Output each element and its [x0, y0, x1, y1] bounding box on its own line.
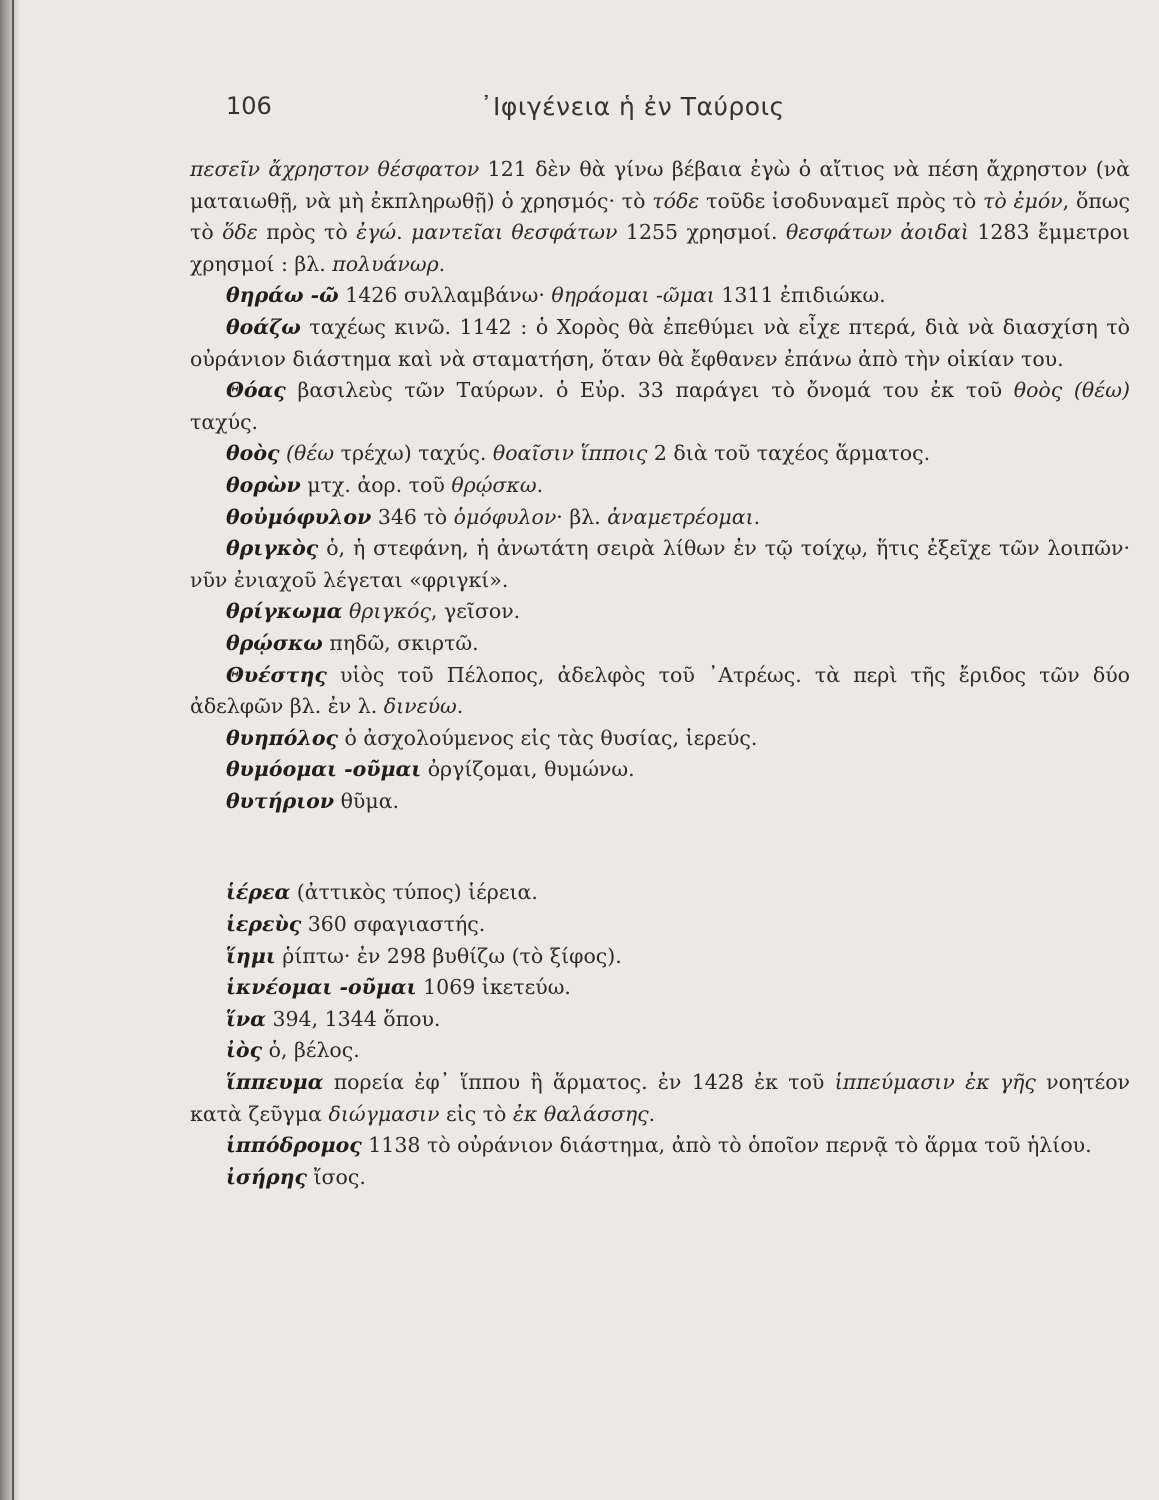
glossary-entry: [190, 723, 1130, 755]
italic-text: θρῴσκω: [451, 472, 537, 497]
section-gap: [190, 817, 1130, 877]
entry-text: ταχύς.: [190, 409, 259, 434]
italic-text: ὁμόφυλον: [453, 504, 557, 529]
entry-text: 1138 τὸ οὐράνιον διάστημα, ἀπὸ τὸ ὁποῖον περνᾷ τὸ ἅρμα τοῦ ἡλίου.: [361, 1133, 1092, 1158]
glossary-entry: [190, 470, 1130, 502]
entry-headword: θορὼν: [226, 472, 301, 497]
glossary-entry: [190, 375, 1130, 438]
entry-text: ὁ, βέλος.: [262, 1038, 360, 1063]
entry-text: .: [438, 251, 446, 276]
entry-text: τρέχω) ταχύς.: [334, 441, 493, 466]
glossary-entry: [190, 1067, 1130, 1130]
entry-text: , ὅπως τὸ: [190, 188, 1131, 245]
entry-text: .: [648, 1101, 656, 1126]
page-number: 106: [226, 92, 272, 120]
entry-headword: θυτήριον: [226, 788, 335, 813]
entry-headword: ἱέρεα: [226, 880, 291, 905]
entry-text: τοῦδε ἰσοδυναμεῖ πρὸς τὸ: [699, 188, 984, 213]
entry-text: ὁ ἀσχολούμενος εἰς τὰς θυσίας, ἱερεύς.: [338, 725, 758, 750]
entry-headword: ἵνα: [226, 1006, 266, 1031]
italic-text: θοαῖσιν ἵπποις: [492, 441, 648, 466]
italic-text: τὸ ἐμόν: [983, 188, 1063, 213]
entry-headword: ἰσήρης: [226, 1164, 307, 1189]
entry-headword: Θυέστης: [226, 662, 327, 687]
entry-headword: θοὐμόφυλον: [226, 504, 372, 529]
italic-text: μαντεῖαι θεσφάτων: [411, 220, 618, 245]
entry-headword: θρῴσκω: [226, 630, 323, 655]
glossary-entry: [190, 1035, 1130, 1067]
entry-text: βασιλεὺς τῶν Ταύρων. ὁ Εὐρ. 33 παράγει τὸ ὄνομά του ἐκ τοῦ: [285, 378, 1014, 403]
glossary-entry: [190, 941, 1130, 973]
glossary-entry: [190, 972, 1130, 1004]
italic-text: θεσφάτων ἀοιδαὶ: [785, 220, 969, 245]
glossary-entry: [190, 1162, 1130, 1194]
glossary-entry: [190, 660, 1130, 723]
italic-text: ἐκ θαλάσσης: [512, 1101, 649, 1126]
italic-text: τόδε: [652, 188, 700, 213]
entry-headword: ἱππόδρομος: [226, 1133, 362, 1158]
entry-text: .: [753, 504, 761, 529]
italic-text: δινεύω: [383, 694, 457, 719]
glossary-entry: [190, 786, 1130, 818]
glossary-entry: [190, 628, 1130, 660]
entry-text: 121 δὲν θὰ γίνω βέβαια ἐγὼ ὁ αἴτιος νὰ πέση ἄχρηστον (νὰ ματαιωθῇ, νὰ μὴ ἐκπληρωθῇ) ὁ χρησμός· τὸ: [190, 157, 1130, 213]
entry-text: 1311 ἐπιδιώκω.: [714, 283, 886, 308]
scan-edge-line: [12, 0, 14, 1500]
glossary-entry: [190, 909, 1130, 941]
entry-text: .: [456, 694, 464, 719]
entry-text: (ἀττικὸς τύπος) ἱέρεια.: [290, 880, 538, 905]
entry-continuation: [190, 154, 1130, 280]
italic-text: ὅδε: [222, 220, 258, 245]
entry-headword: ἱκνέομαι -οῦμαι: [226, 975, 417, 1000]
entry-text: θῦμα.: [334, 788, 400, 813]
entry-text: εἰς τὸ: [439, 1101, 513, 1126]
entry-text: νοητέον κατὰ ζεῦγμα: [190, 1070, 1131, 1126]
italic-text: (θέω: [286, 441, 335, 466]
glossary-entry: [190, 312, 1130, 375]
glossary-entry: [190, 280, 1130, 312]
entry-text: · βλ.: [556, 504, 608, 529]
entry-headword: θυηπόλος: [226, 725, 339, 750]
entry-headword: ἱερεὺς: [226, 912, 302, 937]
entry-text: μτχ. ἀορ. τοῦ: [300, 472, 452, 497]
entry-headword: ἵημι: [226, 943, 276, 968]
italic-text: πεσεῖν ἄχρηστον θέσφατον: [190, 157, 480, 181]
italic-text: ἱππεύμασιν ἐκ γῆς: [834, 1070, 1036, 1095]
glossary-entry: [190, 438, 1130, 470]
italic-text: διώγμασιν: [328, 1101, 440, 1126]
italic-text: θηράομαι -ῶμαι: [551, 283, 715, 308]
italic-text: ἐγώ: [356, 220, 397, 245]
entry-text: 1283 ἔμμετροι χρησμοί : βλ.: [190, 220, 1130, 276]
entry-headword: ἵππευμα: [226, 1070, 324, 1095]
glossary-entry: [190, 1004, 1130, 1036]
entry-text: .: [396, 220, 412, 245]
entry-text: πηδῶ, σκιρτῶ.: [322, 630, 479, 655]
glossary-entry: [190, 533, 1130, 596]
entry-text: ἴσος.: [306, 1164, 366, 1189]
entry-headword: ἰὸς: [226, 1038, 263, 1063]
entry-text: 1426 συλλαμβάνω·: [338, 283, 552, 308]
entry-text: ταχέως κινῶ. 1142 : ὁ Χορὸς θὰ ἐπεθύμει νὰ εἶχε πτερά, διὰ νὰ διασχίση τὸ οὐράνιον διάστημα καὶ νὰ σταματήση, ὅταν θὰ ἔφθανεν ἐπάνω ἀπὸ τὴν οἰκίαν του.: [190, 314, 1130, 371]
entry-text: 346 τὸ: [371, 504, 454, 529]
entry-text: 1069 ἱκετεύω.: [416, 975, 571, 1000]
entry-headword: Θόας: [226, 378, 286, 403]
entry-text: .: [536, 472, 544, 497]
entry-text: πορεία ἐφ᾿ ἵππου ἢ ἅρματος. ἐν 1428 ἐκ τοῦ: [323, 1070, 835, 1095]
page-header: [226, 92, 1126, 132]
entry-headword: θοὸς: [226, 441, 280, 466]
entry-text: 2 διὰ τοῦ ταχέος ἅρματος.: [647, 441, 931, 466]
entry-headword: θηράω -ῶ: [226, 283, 339, 308]
entry-text: πρὸς τὸ: [257, 220, 357, 245]
italic-text: θριγκός: [348, 599, 431, 624]
entry-text: ῥίπτω· ἐν 298 βυθίζω (τὸ ξίφος).: [275, 943, 622, 968]
entry-text: υἱὸς τοῦ Πέλοπος, ἀδελφὸς τοῦ ᾿Ατρέως. τὰ περὶ τῆς ἔριδος τῶν δύο ἀδελφῶν βλ. ἐν λ.: [190, 662, 1130, 719]
entry-headword: θυμόομαι -οῦμαι: [226, 757, 422, 782]
entry-headword: θριγκὸς: [226, 536, 319, 561]
entry-text: ὀργίζομαι, θυμώνω.: [421, 757, 635, 782]
entry-headword: θρίγκωμα: [226, 599, 343, 624]
entry-text: 394, 1344 ὅπου.: [265, 1006, 441, 1031]
italic-text: θοὸς (θέω): [1013, 378, 1130, 403]
glossary-entry: [190, 1130, 1130, 1162]
scan-left-edge: [0, 0, 20, 1500]
glossary-body: [190, 154, 1130, 1193]
entry-text: ὁ, ἡ στεφάνη, ἡ ἀνωτάτη σειρὰ λίθων ἐν τῷ τοίχῳ, ἥτις ἐξεῖχε τῶν λοιπῶν· νῦν ἐνιαχοῦ λέγεται «φριγκί».: [190, 536, 1130, 592]
glossary-entry: [190, 754, 1130, 786]
entry-text: 360 σφαγιαστής.: [301, 912, 486, 937]
glossary-entry: [190, 877, 1130, 909]
entry-text: , γεῖσον.: [430, 599, 521, 624]
entry-text: 1255 χρησμοί.: [617, 220, 786, 245]
running-title: ᾿Ιφιγένεια ἡ ἐν Ταύροις: [480, 92, 785, 121]
italic-text: πολυάνωρ: [332, 251, 439, 276]
glossary-entry: [190, 596, 1130, 628]
glossary-entry: [190, 502, 1130, 534]
entry-headword: θοάζω: [226, 314, 301, 339]
italic-text: ἀναμετρέομαι: [607, 504, 754, 529]
